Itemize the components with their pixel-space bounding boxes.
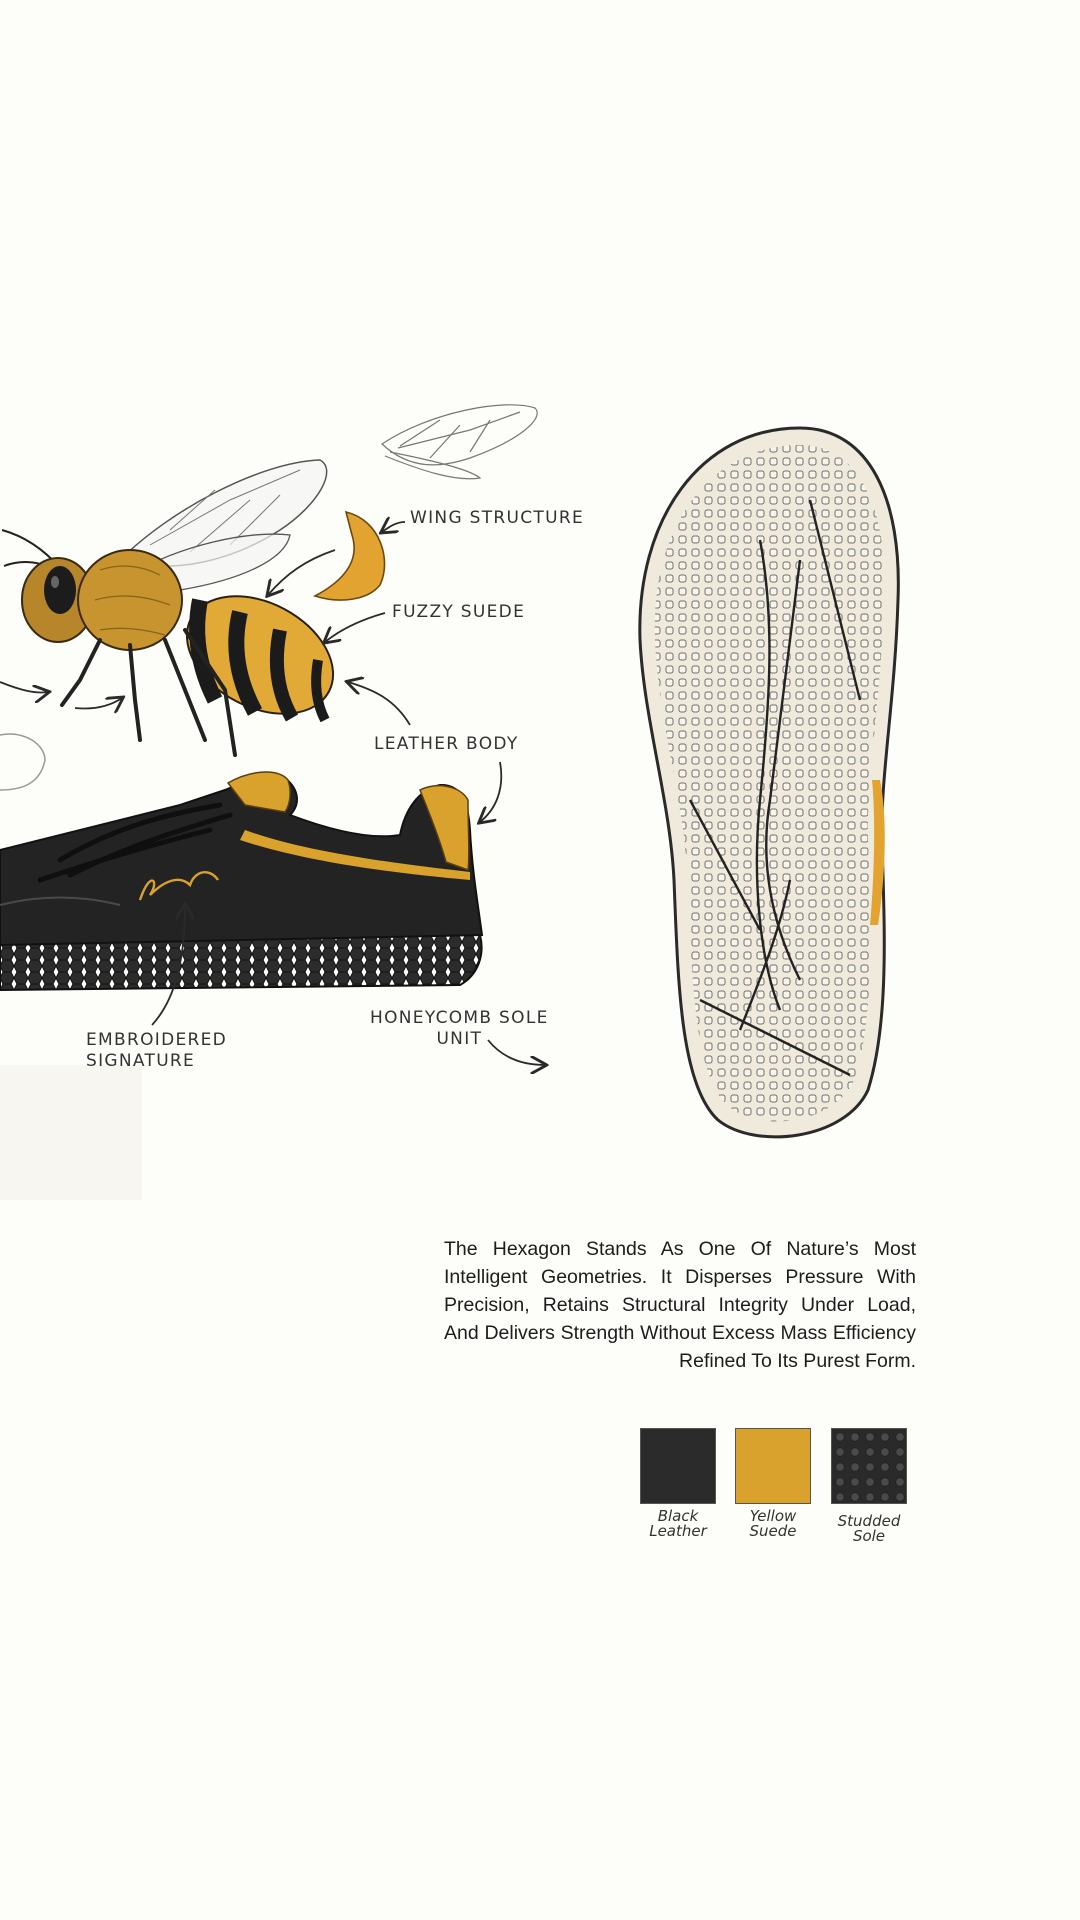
detached-wing-sketch: [382, 405, 537, 479]
swatch-studded-sole: [831, 1428, 907, 1504]
partial-shoe-outline: [0, 734, 45, 790]
sneaker-side-view: [0, 772, 482, 990]
swatch-black-leather: [640, 1428, 716, 1504]
swatch-label-black-leather: Black Leather: [649, 1507, 707, 1540]
swatch-label-yellow-suede: Yellow Suede: [749, 1507, 797, 1540]
outsole-bottom-view: [640, 428, 899, 1137]
swatch-label-studded-sole: Studded Sole: [837, 1512, 901, 1545]
suede-piece-sketch: [315, 512, 385, 600]
left-panel-shade: [0, 1065, 142, 1200]
label-wing-structure: WING STRUCTURE: [410, 508, 584, 528]
label-fuzzy-suede: FUZZY SUEDE: [392, 602, 526, 622]
label-embroidered-signature: EMBROIDERED SIGNATURE: [86, 1030, 228, 1071]
hexagon-description: The Hexagon Stands As One Of Nature’s Most Intelligent Geometries. It Disperses Pressure With Precision, Retains Structural Integrity Under Load, And Delivers Strength Without Excess Mass Efficiency Refined To Its Purest Form.: [444, 1237, 916, 1372]
swatch-yellow-suede: [735, 1428, 811, 1504]
label-honeycomb-sole-unit: HONEYCOMB SOLE UNIT: [370, 1008, 549, 1049]
bee-illustration: [2, 460, 353, 755]
label-leather-body: LEATHER BODY: [374, 734, 519, 754]
